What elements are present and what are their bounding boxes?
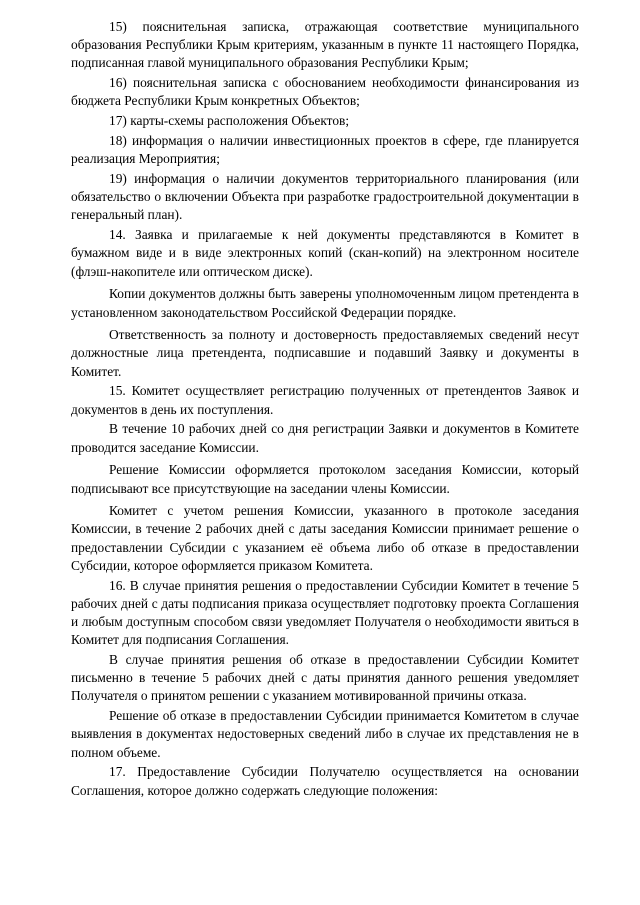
paragraph-clause-14: 14. Заявка и прилагаемые к ней документы представляются в Комитет в бумажном виде и в виде электронных копий (скан-копий) на электронном носителе (флэш-накопителе или оптическом диске).	[71, 227, 579, 279]
paragraph-refusal-grounds: Решение об отказе в предоставлении Субсидии принимается Комитетом в случае выявления в документах недостоверных сведений либо в случае их представления не в полном объеме.	[71, 708, 579, 760]
paragraph-commission-meeting: В течение 10 рабочих дней со дня регистрации Заявки и документов в Комитете проводится заседание Комиссии.	[71, 421, 579, 455]
paragraph-refusal-notice: В случае принятия решения об отказе в предоставлении Субсидии Комитет письменно в течение 5 рабочих дней с даты принятия данного решения уведомляет Получателя о принятом решении с указанием мотивированной причины отказа.	[71, 652, 579, 704]
paragraph-clause-17: 17. Предоставление Субсидии Получателю осуществляется на основании Соглашения, которое должно содержать следующие положения:	[71, 764, 579, 798]
paragraph-commission-protocol: Решение Комиссии оформляется протоколом заседания Комиссии, который подписывают все присутствующие на заседании члены Комиссии.	[71, 462, 579, 496]
paragraph-item-16: 16) пояснительная записка с обоснованием необходимости финансирования из бюджета Республики Крым конкретных Объектов;	[71, 75, 579, 109]
paragraph-clause-16: 16. В случае принятия решения о предоставлении Субсидии Комитет в течение 5 рабочих дней с даты подписания приказа осуществляет подготовку проекта Соглашения и любым доступным способом связи уведомляет Получателя о необходимости явиться в Комитет для подписания Соглашения.	[71, 577, 579, 648]
paragraph-item-18: 18) информация о наличии инвестиционных проектов в сфере, где планируется реализация Мероприятия;	[71, 133, 579, 167]
paragraph-clause-15: 15. Комитет осуществляет регистрацию полученных от претендентов Заявок и документов в день их поступления.	[71, 383, 579, 417]
paragraph-item-15: 15) пояснительная записка, отражающая соответствие муниципального образования Республики Крым критериям, указанным в пункте 11 настоящего Порядка, подписанная главой муниципального образования Республики Крым;	[71, 19, 579, 71]
paragraph-item-17: 17) карты-схемы расположения Объектов;	[109, 113, 350, 129]
paragraph-committee-decision: Комитет с учетом решения Комиссии, указанного в протоколе заседания Комиссии, в течение 2 рабочих дней с даты заседания Комиссии принимает решение о предоставлении Субсидии с указанием её объема либо об отказе в предоставлении Субсидии, которое оформляется приказом Комитета.	[71, 503, 579, 573]
paragraph-copies-certification: Копии документов должны быть заверены уполномоченным лицом претендента в установленном законодательством Российской Федерации порядке.	[71, 286, 579, 320]
paragraph-item-19: 19) информация о наличии документов территориального планирования (или обязательство о включении Объекта при разработке градостроительной документации в генеральный план).	[71, 171, 579, 223]
document-page	[71, 18, 579, 801]
paragraph-responsibility: Ответственность за полноту и достоверность предоставляемых сведений несут должностные лица претендента, подписавшие и подавший Заявку и документы в Комитет.	[71, 327, 579, 379]
